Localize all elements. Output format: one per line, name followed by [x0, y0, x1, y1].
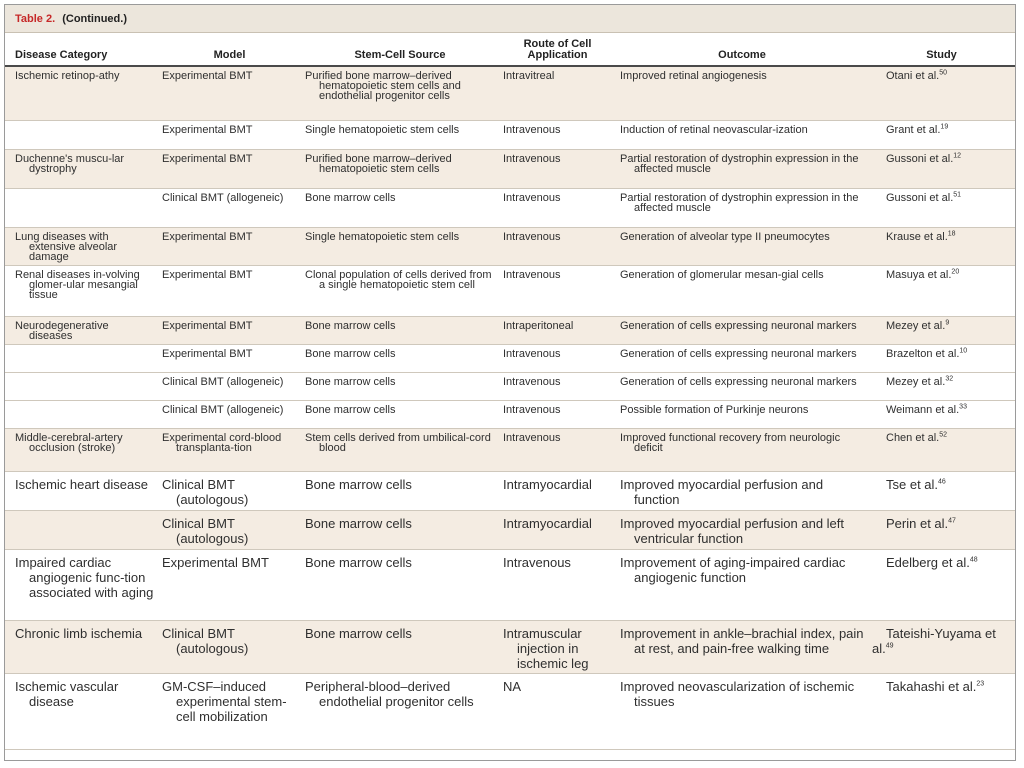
disease-category-cell	[5, 620, 158, 673]
route-cell	[499, 344, 616, 372]
stem-cell-source-cell	[301, 149, 499, 188]
reference-number: 46	[938, 478, 946, 486]
stem-cell-source-cell	[301, 471, 499, 510]
table-row	[5, 400, 1015, 428]
disease-category-text: Impaired cardiac angiogenic func-tion associated with aging	[15, 554, 154, 600]
disease-category-cell	[5, 265, 158, 316]
disease-category-cell	[5, 372, 158, 400]
model-text: Experimental BMT	[162, 123, 253, 136]
disease-category-cell	[5, 316, 158, 344]
model-cell	[158, 620, 301, 673]
stem-cell-source-cell	[301, 620, 499, 673]
stem-text-source-cell: Bone marrow cells	[305, 403, 396, 416]
model-text: Clinical BMT (allogeneic)	[162, 375, 284, 388]
study-cell	[868, 149, 1015, 188]
stem-text-source-cell: Bone marrow cells	[305, 476, 412, 492]
model-text: Experimental BMT	[162, 268, 253, 281]
table-row	[5, 471, 1015, 510]
study-cell	[868, 372, 1015, 400]
route-cell	[499, 549, 616, 620]
stem-cell-source-cell	[301, 428, 499, 471]
outcome-cell	[616, 471, 868, 510]
study-cell	[868, 316, 1015, 344]
stem-text-source-cell: Purified bone marrow–derived hematopoietic stem cells and endothelial progenitor cells	[305, 70, 461, 102]
outcome-text: Generation of cells expressing neuronal markers	[620, 319, 857, 332]
stem-text-source-cell: Bone marrow cells	[305, 554, 412, 570]
outcome-text: Improvement of aging-impaired cardiac angiogenic function	[620, 554, 846, 585]
model-cell	[158, 372, 301, 400]
stem-cell-source-cell	[301, 673, 499, 749]
stem-text-source-cell: Bone marrow cells	[305, 515, 412, 531]
stem-text-source-cell: Bone marrow cells	[305, 375, 396, 388]
table-row	[5, 316, 1015, 344]
reference-number: 18	[947, 229, 956, 237]
reference-number: 9	[945, 318, 950, 326]
model-cell	[158, 344, 301, 372]
outcome-cell	[616, 673, 868, 749]
table-row	[5, 149, 1015, 188]
outcome-text: Improved neovascularization of ischemic tissues	[620, 678, 855, 709]
study-text: Masuya et al.	[886, 268, 952, 281]
model-text: Experimental BMT	[162, 230, 253, 243]
outcome-text: Partial restoration of dystrophin expression in the affected muscle	[620, 152, 859, 175]
header-study: Study	[868, 37, 1015, 66]
study-cell	[868, 673, 1015, 749]
study-text: Gussoni et al.	[886, 191, 954, 204]
model-text: Experimental BMT	[162, 347, 253, 360]
model-text: Experimental BMT	[162, 554, 269, 570]
disease-category-cell	[5, 344, 158, 372]
outcome-cell	[616, 227, 868, 265]
route-text: Intravenous	[503, 152, 561, 165]
route-text: Intravenous	[503, 403, 561, 416]
study-cell	[868, 66, 1015, 120]
header-outcome: Outcome	[616, 37, 868, 66]
stem-text-source-cell: Single hematopoietic stem cells	[305, 230, 460, 243]
reference-number: 47	[948, 517, 956, 525]
model-cell	[158, 400, 301, 428]
table-row	[5, 66, 1015, 120]
reference-number: 49	[885, 642, 894, 650]
outcome-cell	[616, 400, 868, 428]
study-text: Mezey et al.	[886, 319, 946, 332]
route-cell	[499, 400, 616, 428]
header-stem-cell-source: Stem-Cell Source	[301, 37, 499, 66]
study-cell	[868, 471, 1015, 510]
header-row	[5, 37, 1015, 66]
disease-category-cell	[5, 471, 158, 510]
model-text: Experimental BMT	[162, 70, 253, 82]
model-text: Clinical BMT (allogeneic)	[162, 403, 284, 416]
study-cell	[868, 400, 1015, 428]
stem-cell-source-cell	[301, 549, 499, 620]
outcome-cell	[616, 66, 868, 120]
study-text: Edelberg et al.	[886, 554, 970, 570]
table-row	[5, 265, 1015, 316]
outcome-cell	[616, 372, 868, 400]
study-text: Takahashi et al.	[886, 678, 977, 694]
table-body	[5, 66, 1015, 749]
model-cell	[158, 316, 301, 344]
route-text: Intravenous	[503, 123, 561, 136]
model-text: Clinical BMT (autologous)	[162, 625, 249, 656]
stem-text-source-cell: Clonal population of cells derived from a single hematopoietic stem cell	[305, 268, 492, 291]
study-text: Grant et al.	[886, 123, 941, 136]
outcome-text: Partial restoration of dystrophin expression in the affected muscle	[620, 191, 859, 214]
disease-category-text: Renal diseases in-volving glomer-ular mesangial tissue	[15, 268, 140, 301]
disease-category-text: Neurodegenerative diseases	[15, 319, 109, 342]
outcome-text: Improved retinal angiogenesis	[620, 70, 767, 82]
stem-text-source-cell: Bone marrow cells	[305, 191, 396, 204]
model-cell	[158, 227, 301, 265]
outcome-cell	[616, 120, 868, 149]
disease-category-cell	[5, 188, 158, 227]
stem-cell-source-cell	[301, 400, 499, 428]
disease-category-cell	[5, 428, 158, 471]
outcome-text: Possible formation of Purkinje neurons	[620, 403, 809, 416]
outcome-cell	[616, 549, 868, 620]
study-cell	[868, 344, 1015, 372]
reference-number: 23	[976, 680, 985, 688]
route-cell	[499, 620, 616, 673]
study-text: Perin et al.	[886, 515, 949, 531]
outcome-text: Improved functional recovery from neurologic deficit	[620, 431, 841, 454]
route-cell	[499, 428, 616, 471]
table-label: Table 2.	[15, 13, 56, 25]
disease-category-text: Duchenne's muscu-lar dystrophy	[15, 152, 125, 175]
model-cell	[158, 265, 301, 316]
study-text: Otani et al.	[886, 70, 940, 82]
route-cell	[499, 316, 616, 344]
disease-category-cell	[5, 66, 158, 120]
stem-text-source-cell: Bone marrow cells	[305, 625, 412, 641]
outcome-text: Induction of retinal neovascular-ization	[620, 123, 808, 136]
reference-number: 33	[959, 402, 967, 410]
route-text: Intravenous	[503, 554, 571, 570]
stem-text-source-cell: Peripheral-blood–derived endothelial progenitor cells	[305, 678, 474, 709]
reference-number: 12	[953, 151, 962, 159]
disease-category-text: Ischemic vascular disease	[15, 678, 119, 709]
study-cell	[868, 227, 1015, 265]
study-cell	[868, 510, 1015, 549]
table-continued-label: (Continued.)	[62, 13, 127, 25]
route-cell	[499, 265, 616, 316]
table-row	[5, 673, 1015, 749]
model-cell	[158, 66, 301, 120]
route-text: Intravenous	[503, 230, 561, 243]
table-title-bar	[5, 5, 1015, 33]
route-cell	[499, 188, 616, 227]
outcome-cell	[616, 344, 868, 372]
outcome-cell	[616, 265, 868, 316]
route-text: Intravitreal	[503, 70, 555, 82]
model-cell	[158, 428, 301, 471]
model-cell	[158, 673, 301, 749]
study-text: Tse et al.	[886, 476, 939, 492]
study-cell	[868, 120, 1015, 149]
table-row	[5, 620, 1015, 673]
disease-category-cell	[5, 673, 158, 749]
disease-category-cell	[5, 400, 158, 428]
model-text: Clinical BMT (allogeneic)	[162, 191, 284, 204]
study-text: Krause et al.	[886, 230, 948, 243]
route-text: Intravenous	[503, 268, 561, 281]
disease-category-text: Ischemic retinop-athy	[15, 70, 120, 82]
route-cell	[499, 372, 616, 400]
stem-cell-table	[5, 37, 1015, 750]
outcome-text: Generation of glomerular mesan-gial cells	[620, 268, 824, 281]
study-text: Weimann et al.	[886, 403, 960, 416]
outcome-text: Improved myocardial perfusion and function	[620, 476, 824, 507]
reference-number: 48	[969, 556, 978, 564]
model-cell	[158, 471, 301, 510]
header-route: Route of Cell Application	[499, 37, 616, 66]
outcome-text: Generation of cells expressing neuronal markers	[620, 347, 857, 360]
stem-cell-source-cell	[301, 66, 499, 120]
stem-cell-source-cell	[301, 372, 499, 400]
reference-number: 32	[945, 374, 954, 382]
reference-number: 51	[953, 190, 962, 198]
route-cell	[499, 149, 616, 188]
study-cell	[868, 265, 1015, 316]
model-text: Clinical BMT (autologous)	[162, 476, 249, 507]
reference-number: 20	[951, 267, 960, 275]
model-cell	[158, 120, 301, 149]
route-cell	[499, 510, 616, 549]
route-cell	[499, 673, 616, 749]
route-text: Intraperitoneal	[503, 319, 574, 332]
reference-number: 19	[940, 122, 949, 130]
disease-category-cell	[5, 227, 158, 265]
stem-cell-source-cell	[301, 227, 499, 265]
outcome-text: Improved myocardial perfusion and left ventricular function	[620, 515, 845, 546]
disease-category-cell	[5, 120, 158, 149]
header-model: Model	[158, 37, 301, 66]
outcome-cell	[616, 620, 868, 673]
disease-category-text: Middle-cerebral-artery occlusion (stroke)	[15, 431, 123, 454]
table-row	[5, 227, 1015, 265]
disease-category-text: Ischemic heart disease	[15, 476, 148, 492]
stem-cell-source-cell	[301, 120, 499, 149]
stem-cell-source-cell	[301, 188, 499, 227]
study-text: Gussoni et al.	[886, 152, 954, 165]
route-text: Intravenous	[503, 347, 561, 360]
model-cell	[158, 549, 301, 620]
model-text: GM-CSF–induced experimental stem-cell mobilization	[162, 678, 287, 724]
study-text: Tateishi-Yuyama et al.	[872, 625, 996, 656]
table-row	[5, 510, 1015, 549]
study-cell	[868, 188, 1015, 227]
stem-text-source-cell: Stem cells derived from umbilical-cord blood	[305, 431, 491, 454]
route-cell	[499, 227, 616, 265]
outcome-text: Generation of cells expressing neuronal markers	[620, 375, 857, 388]
disease-category-text: Chronic limb ischemia	[15, 625, 143, 641]
stem-text-source-cell: Single hematopoietic stem cells	[305, 123, 460, 136]
table-frame	[4, 4, 1016, 761]
model-cell	[158, 188, 301, 227]
reference-number: 52	[939, 430, 947, 438]
outcome-cell	[616, 510, 868, 549]
header-disease-category: Disease Category	[5, 37, 158, 66]
outcome-text: Generation of alveolar type II pneumocytes	[620, 230, 830, 243]
disease-category-text: Lung diseases with extensive alveolar damage	[15, 230, 118, 263]
route-text: Intravenous	[503, 375, 561, 388]
route-cell	[499, 120, 616, 149]
reference-number: 10	[959, 346, 968, 354]
route-cell	[499, 471, 616, 510]
table-row	[5, 344, 1015, 372]
reference-number: 50	[939, 69, 947, 77]
stem-cell-source-cell	[301, 316, 499, 344]
route-text: Intravenous	[503, 191, 561, 204]
route-text: Intramuscular injection in ischemic leg	[503, 625, 589, 671]
route-text: Intramyocardial	[503, 515, 592, 531]
stem-cell-source-cell	[301, 510, 499, 549]
model-text: Experimental cord-blood transplanta-tion	[162, 431, 282, 454]
model-cell	[158, 149, 301, 188]
model-text: Clinical BMT (autologous)	[162, 515, 249, 546]
table-row	[5, 120, 1015, 149]
stem-cell-source-cell	[301, 265, 499, 316]
model-text: Experimental BMT	[162, 319, 253, 332]
model-cell	[158, 510, 301, 549]
stem-text-source-cell: Bone marrow cells	[305, 347, 396, 360]
outcome-cell	[616, 428, 868, 471]
stem-cell-source-cell	[301, 344, 499, 372]
study-cell	[868, 620, 1015, 673]
stem-text-source-cell: Bone marrow cells	[305, 319, 396, 332]
route-text: Intramyocardial	[503, 476, 592, 492]
disease-category-cell	[5, 149, 158, 188]
study-text: Mezey et al.	[886, 375, 946, 388]
study-text: Brazelton et al.	[886, 347, 960, 360]
study-cell	[868, 428, 1015, 471]
outcome-cell	[616, 316, 868, 344]
model-text: Experimental BMT	[162, 152, 253, 165]
stem-text-source-cell: Purified bone marrow–derived hematopoietic stem cells	[305, 152, 452, 175]
route-text: Intravenous	[503, 431, 561, 444]
table-row	[5, 372, 1015, 400]
outcome-cell	[616, 149, 868, 188]
study-cell	[868, 549, 1015, 620]
table-row	[5, 549, 1015, 620]
outcome-cell	[616, 188, 868, 227]
disease-category-cell	[5, 549, 158, 620]
table-row	[5, 188, 1015, 227]
route-text: NA	[503, 678, 522, 694]
outcome-text: Improvement in ankle–brachial index, pain at rest, and pain-free walking time	[620, 625, 864, 656]
route-cell	[499, 66, 616, 120]
table-row	[5, 428, 1015, 471]
disease-category-cell	[5, 510, 158, 549]
study-text: Chen et al.	[886, 431, 940, 444]
